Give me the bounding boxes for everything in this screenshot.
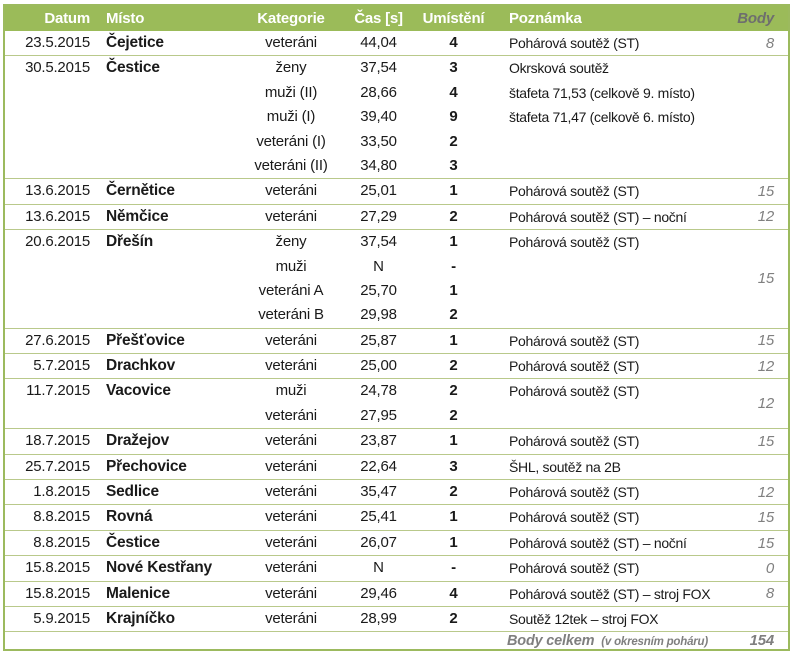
umisteni-cell <box>406 530 501 555</box>
umisteni-value: 3 <box>449 156 458 174</box>
body-cell: 15 <box>757 432 774 450</box>
cas-value: 33,50 <box>360 132 397 150</box>
kategorie-value: muži (II) <box>264 83 318 101</box>
misto-cell <box>96 530 231 555</box>
umisteni-cell <box>406 56 501 179</box>
kategorie-cell <box>231 230 351 329</box>
misto-cell <box>96 606 231 631</box>
kategorie-cell <box>231 606 351 631</box>
datum-value: 5.9.2015 <box>33 609 90 627</box>
misto-cell <box>96 581 231 606</box>
datum-value: 27.6.2015 <box>25 331 90 349</box>
poznamka-cell <box>501 31 716 56</box>
col-header-body: Body <box>716 5 789 31</box>
results-table <box>3 4 790 651</box>
kategorie-cell <box>231 56 351 179</box>
kategorie-cell <box>231 31 351 56</box>
cas-value: 25,00 <box>360 357 397 375</box>
datum-cell <box>4 230 96 329</box>
umisteni-value: 4 <box>449 584 458 602</box>
kategorie-value: veteráni <box>265 331 317 349</box>
table-row <box>4 379 789 429</box>
poznamka-cell <box>501 230 716 329</box>
body-cell <box>716 606 789 631</box>
datum-cell <box>4 581 96 606</box>
footer-row <box>4 632 789 651</box>
cas-value: 27,29 <box>360 207 397 225</box>
cas-cell <box>351 328 406 353</box>
misto-value: Nové Kestřany <box>106 559 212 577</box>
umisteni-value: 2 <box>449 207 458 225</box>
poznamka-value: ŠHL, soutěž na 2B <box>509 458 621 475</box>
umisteni-value: - <box>451 257 456 275</box>
footer-total-sublabel: (v okresním poháru) <box>601 636 708 649</box>
datum-value: 15.8.2015 <box>25 584 90 602</box>
cas-value: 35,47 <box>360 483 397 501</box>
misto-value: Přešťovice <box>106 331 185 349</box>
kategorie-value: veteráni <box>265 533 317 551</box>
cas-value: N <box>373 559 384 577</box>
poznamka-value: Pohárová soutěž (ST) <box>509 234 640 251</box>
misto-value: Čestice <box>106 59 160 77</box>
umisteni-value: 4 <box>449 83 458 101</box>
umisteni-cell <box>406 556 501 581</box>
footer-total-value: 154 <box>749 632 774 650</box>
cas-value: 23,87 <box>360 432 397 450</box>
poznamka-value: Pohárová soutěž (ST) <box>509 358 640 375</box>
kategorie-value: muži (I) <box>266 108 316 126</box>
umisteni-value: - <box>451 559 456 577</box>
cas-cell <box>351 530 406 555</box>
poznamka-value: štafeta 71,47 (celkově 6. místo) <box>509 109 695 126</box>
table-row <box>4 31 789 56</box>
umisteni-cell <box>406 429 501 454</box>
cas-value: 27,95 <box>360 406 397 424</box>
misto-cell <box>96 179 231 204</box>
header-row <box>4 5 789 31</box>
datum-cell <box>4 328 96 353</box>
kategorie-value: veteráni B <box>258 306 324 324</box>
umisteni-value: 1 <box>449 432 458 450</box>
poznamka-value: Pohárová soutěž (ST) <box>509 509 640 526</box>
kategorie-cell <box>231 328 351 353</box>
umisteni-cell <box>406 31 501 56</box>
poznamka-cell <box>501 454 716 479</box>
table-row <box>4 581 789 606</box>
umisteni-cell <box>406 179 501 204</box>
umisteni-value: 1 <box>449 182 458 200</box>
datum-cell <box>4 505 96 530</box>
misto-value: Dražejov <box>106 432 170 450</box>
misto-value: Dřešín <box>106 233 154 251</box>
datum-value: 8.8.2015 <box>33 508 90 526</box>
datum-cell <box>4 556 96 581</box>
kategorie-cell <box>231 454 351 479</box>
umisteni-value: 2 <box>449 306 458 324</box>
kategorie-value: veteráni (I) <box>256 132 326 150</box>
umisteni-value: 1 <box>449 331 458 349</box>
datum-cell <box>4 379 96 429</box>
misto-value: Němčice <box>106 207 169 225</box>
datum-value: 23.5.2015 <box>25 34 90 51</box>
umisteni-value: 2 <box>449 609 458 627</box>
datum-value: 30.5.2015 <box>25 59 90 77</box>
datum-cell <box>4 454 96 479</box>
misto-cell <box>96 204 231 229</box>
body-cell: 12 <box>757 357 774 375</box>
datum-value: 15.8.2015 <box>25 559 90 577</box>
poznamka-cell <box>501 530 716 555</box>
misto-cell <box>96 379 231 429</box>
umisteni-cell <box>406 204 501 229</box>
cas-value: 26,07 <box>360 533 397 551</box>
datum-cell <box>4 56 96 179</box>
poznamka-value: Pohárová soutěž (ST) <box>509 183 640 200</box>
col-header-poznamka: Poznámka <box>501 5 716 31</box>
misto-value: Čestice <box>106 533 160 551</box>
results-tbody <box>4 31 789 632</box>
poznamka-cell <box>501 429 716 454</box>
kategorie-cell <box>231 429 351 454</box>
body-cell: 15 <box>757 332 774 350</box>
cas-value: 22,64 <box>360 457 397 475</box>
kategorie-value: muži <box>275 257 307 275</box>
kategorie-value: veteráni <box>265 559 317 577</box>
umisteni-value: 1 <box>449 533 458 551</box>
datum-value: 13.6.2015 <box>25 207 90 225</box>
umisteni-value: 2 <box>449 406 458 424</box>
cas-value: 24,78 <box>360 382 397 400</box>
kategorie-cell <box>231 530 351 555</box>
poznamka-value: Pohárová soutěž (ST) – noční <box>509 208 687 225</box>
poznamka-cell <box>501 328 716 353</box>
col-header-kategorie: Kategorie <box>231 5 351 31</box>
kategorie-value: veteráni <box>265 508 317 526</box>
body-cell: 0 <box>765 559 774 577</box>
kategorie-value: veteráni A <box>258 281 324 299</box>
cas-value: 25,41 <box>360 508 397 526</box>
footer-spacer <box>4 632 231 651</box>
poznamka-cell <box>501 379 716 429</box>
col-header-datum: Datum <box>4 5 96 31</box>
datum-cell <box>4 429 96 454</box>
kategorie-cell <box>231 354 351 379</box>
poznamka-value: Pohárová soutěž (ST) – stroj FOX <box>509 585 711 602</box>
misto-value: Drachkov <box>106 357 176 375</box>
kategorie-value: veteráni <box>265 432 317 450</box>
poznamka-value: Pohárová soutěž (ST) <box>509 35 640 51</box>
table-row <box>4 179 789 204</box>
umisteni-cell <box>406 354 501 379</box>
cas-value: 39,40 <box>360 108 397 126</box>
misto-cell <box>96 328 231 353</box>
poznamka-cell <box>501 581 716 606</box>
cas-cell <box>351 56 406 179</box>
table-row <box>4 56 789 179</box>
footer-label-cell <box>231 632 716 651</box>
poznamka-value: Pohárová soutěž (ST) <box>509 433 640 450</box>
table-row <box>4 204 789 229</box>
body-cell: 15 <box>757 183 774 201</box>
poznamka-value: Pohárová soutěž (ST) <box>509 332 640 349</box>
col-header-misto: Místo <box>96 5 231 31</box>
kategorie-value: veteráni <box>265 207 317 225</box>
kategorie-cell <box>231 204 351 229</box>
cas-value: 37,54 <box>360 59 397 77</box>
umisteni-value: 3 <box>449 457 458 475</box>
umisteni-cell <box>406 379 501 429</box>
cas-value: 25,01 <box>360 182 397 200</box>
misto-cell <box>96 354 231 379</box>
body-cell: 12 <box>757 483 774 501</box>
umisteni-value: 2 <box>449 132 458 150</box>
cas-value: 34,80 <box>360 156 397 174</box>
kategorie-cell <box>231 379 351 429</box>
body-cell: 15 <box>757 509 774 527</box>
cas-value: 25,70 <box>360 281 397 299</box>
table-row <box>4 429 789 454</box>
poznamka-value: Pohárová soutěž (ST) <box>509 383 640 400</box>
poznamka-cell <box>501 480 716 505</box>
poznamka-cell <box>501 56 716 179</box>
datum-cell <box>4 31 96 56</box>
cas-value: 28,66 <box>360 83 397 101</box>
cas-value: 29,46 <box>360 584 397 602</box>
cas-value: N <box>373 257 384 275</box>
misto-value: Sedlice <box>106 483 159 501</box>
table-row <box>4 606 789 631</box>
datum-value: 25.7.2015 <box>25 457 90 475</box>
misto-cell <box>96 480 231 505</box>
cas-value: 28,99 <box>360 609 397 627</box>
datum-cell <box>4 354 96 379</box>
kategorie-value: veteráni <box>265 457 317 475</box>
umisteni-cell <box>406 480 501 505</box>
misto-cell <box>96 56 231 179</box>
misto-value: Rovná <box>106 508 153 526</box>
datum-value: 5.7.2015 <box>33 357 90 375</box>
body-cell: 12 <box>757 208 774 226</box>
kategorie-value: ženy <box>275 59 307 77</box>
table-row <box>4 530 789 555</box>
misto-value: Čejetice <box>106 34 164 51</box>
misto-cell <box>96 429 231 454</box>
kategorie-value: veteráni <box>265 584 317 602</box>
datum-value: 11.7.2015 <box>26 382 90 400</box>
cas-cell <box>351 606 406 631</box>
footer-total-label: Body celkem <box>507 633 595 650</box>
cas-cell <box>351 556 406 581</box>
poznamka-value: Soutěž 12tek – stroj FOX <box>509 610 659 627</box>
umisteni-value: 3 <box>449 59 458 77</box>
kategorie-value: veteráni <box>265 182 317 200</box>
poznamka-value: Pohárová soutěž (ST) <box>509 560 640 577</box>
datum-cell <box>4 480 96 505</box>
umisteni-value: 1 <box>449 281 458 299</box>
umisteni-value: 9 <box>449 108 458 126</box>
table-row <box>4 454 789 479</box>
kategorie-value: muži <box>275 382 307 400</box>
cas-cell <box>351 379 406 429</box>
body-cell <box>716 56 789 179</box>
table-row <box>4 354 789 379</box>
umisteni-value: 1 <box>449 233 458 251</box>
cas-cell <box>351 505 406 530</box>
poznamka-cell <box>501 505 716 530</box>
umisteni-cell <box>406 454 501 479</box>
col-header-umisteni: Umístění <box>406 5 501 31</box>
datum-value: 20.6.2015 <box>25 233 90 251</box>
table-row <box>4 556 789 581</box>
misto-value: Krajníčko <box>106 609 175 627</box>
misto-value: Přechovice <box>106 457 187 475</box>
table-row <box>4 480 789 505</box>
cas-cell <box>351 230 406 329</box>
umisteni-cell <box>406 606 501 631</box>
misto-cell <box>96 454 231 479</box>
cas-cell <box>351 581 406 606</box>
umisteni-value: 2 <box>449 483 458 501</box>
datum-value: 1.8.2015 <box>33 483 90 501</box>
datum-cell <box>4 530 96 555</box>
poznamka-value: Okrsková soutěž <box>509 60 609 77</box>
poznamka-value: štafeta 71,53 (celkově 9. místo) <box>509 84 695 101</box>
cas-cell <box>351 429 406 454</box>
kategorie-cell <box>231 480 351 505</box>
table-row <box>4 230 789 329</box>
cas-cell <box>351 454 406 479</box>
misto-cell <box>96 230 231 329</box>
cas-cell <box>351 179 406 204</box>
table-row <box>4 328 789 353</box>
umisteni-cell <box>406 328 501 353</box>
poznamka-value: Pohárová soutěž (ST) – noční <box>509 534 687 551</box>
misto-cell <box>96 505 231 530</box>
table-row <box>4 505 789 530</box>
cas-value: 29,98 <box>360 306 397 324</box>
umisteni-cell <box>406 581 501 606</box>
body-cell: 8 <box>765 585 774 603</box>
kategorie-cell <box>231 179 351 204</box>
cas-value: 25,87 <box>360 331 397 349</box>
cas-cell <box>351 354 406 379</box>
kategorie-value: veteráni <box>265 483 317 501</box>
poznamka-cell <box>501 606 716 631</box>
datum-value: 8.8.2015 <box>33 533 90 551</box>
poznamka-cell <box>501 179 716 204</box>
umisteni-cell <box>406 505 501 530</box>
misto-value: Malenice <box>106 584 170 602</box>
umisteni-value: 2 <box>449 382 458 400</box>
kategorie-cell <box>231 505 351 530</box>
poznamka-value: Pohárová soutěž (ST) <box>509 484 640 501</box>
datum-cell <box>4 179 96 204</box>
body-cell: 8 <box>765 34 774 52</box>
datum-value: 13.6.2015 <box>25 182 90 200</box>
kategorie-value: veteráni <box>265 406 317 424</box>
kategorie-cell <box>231 581 351 606</box>
cas-cell <box>351 204 406 229</box>
cas-cell <box>351 31 406 56</box>
kategorie-value: veteráni <box>265 357 317 375</box>
datum-cell <box>4 606 96 631</box>
misto-cell <box>96 31 231 56</box>
misto-value: Černětice <box>106 182 175 200</box>
poznamka-cell <box>501 354 716 379</box>
body-cell: 12 <box>757 395 774 413</box>
kategorie-value: veteráni <box>265 34 317 51</box>
kategorie-value: veteráni <box>265 609 317 627</box>
cas-value: 37,54 <box>360 233 397 251</box>
body-cell: 15 <box>757 534 774 552</box>
misto-cell <box>96 556 231 581</box>
poznamka-cell <box>501 204 716 229</box>
cas-cell <box>351 480 406 505</box>
cas-value: 44,04 <box>360 34 397 51</box>
kategorie-value: ženy <box>275 233 307 251</box>
body-cell <box>716 454 789 479</box>
col-header-cas: Čas [s] <box>351 5 406 31</box>
kategorie-value: veteráni (II) <box>254 156 328 174</box>
kategorie-cell <box>231 556 351 581</box>
poznamka-cell <box>501 556 716 581</box>
datum-cell <box>4 204 96 229</box>
misto-value: Vacovice <box>106 382 171 400</box>
datum-value: 18.7.2015 <box>25 432 90 450</box>
umisteni-value: 1 <box>449 508 458 526</box>
umisteni-value: 4 <box>449 34 458 51</box>
umisteni-value: 2 <box>449 357 458 375</box>
body-cell: 15 <box>757 270 774 288</box>
umisteni-cell <box>406 230 501 329</box>
